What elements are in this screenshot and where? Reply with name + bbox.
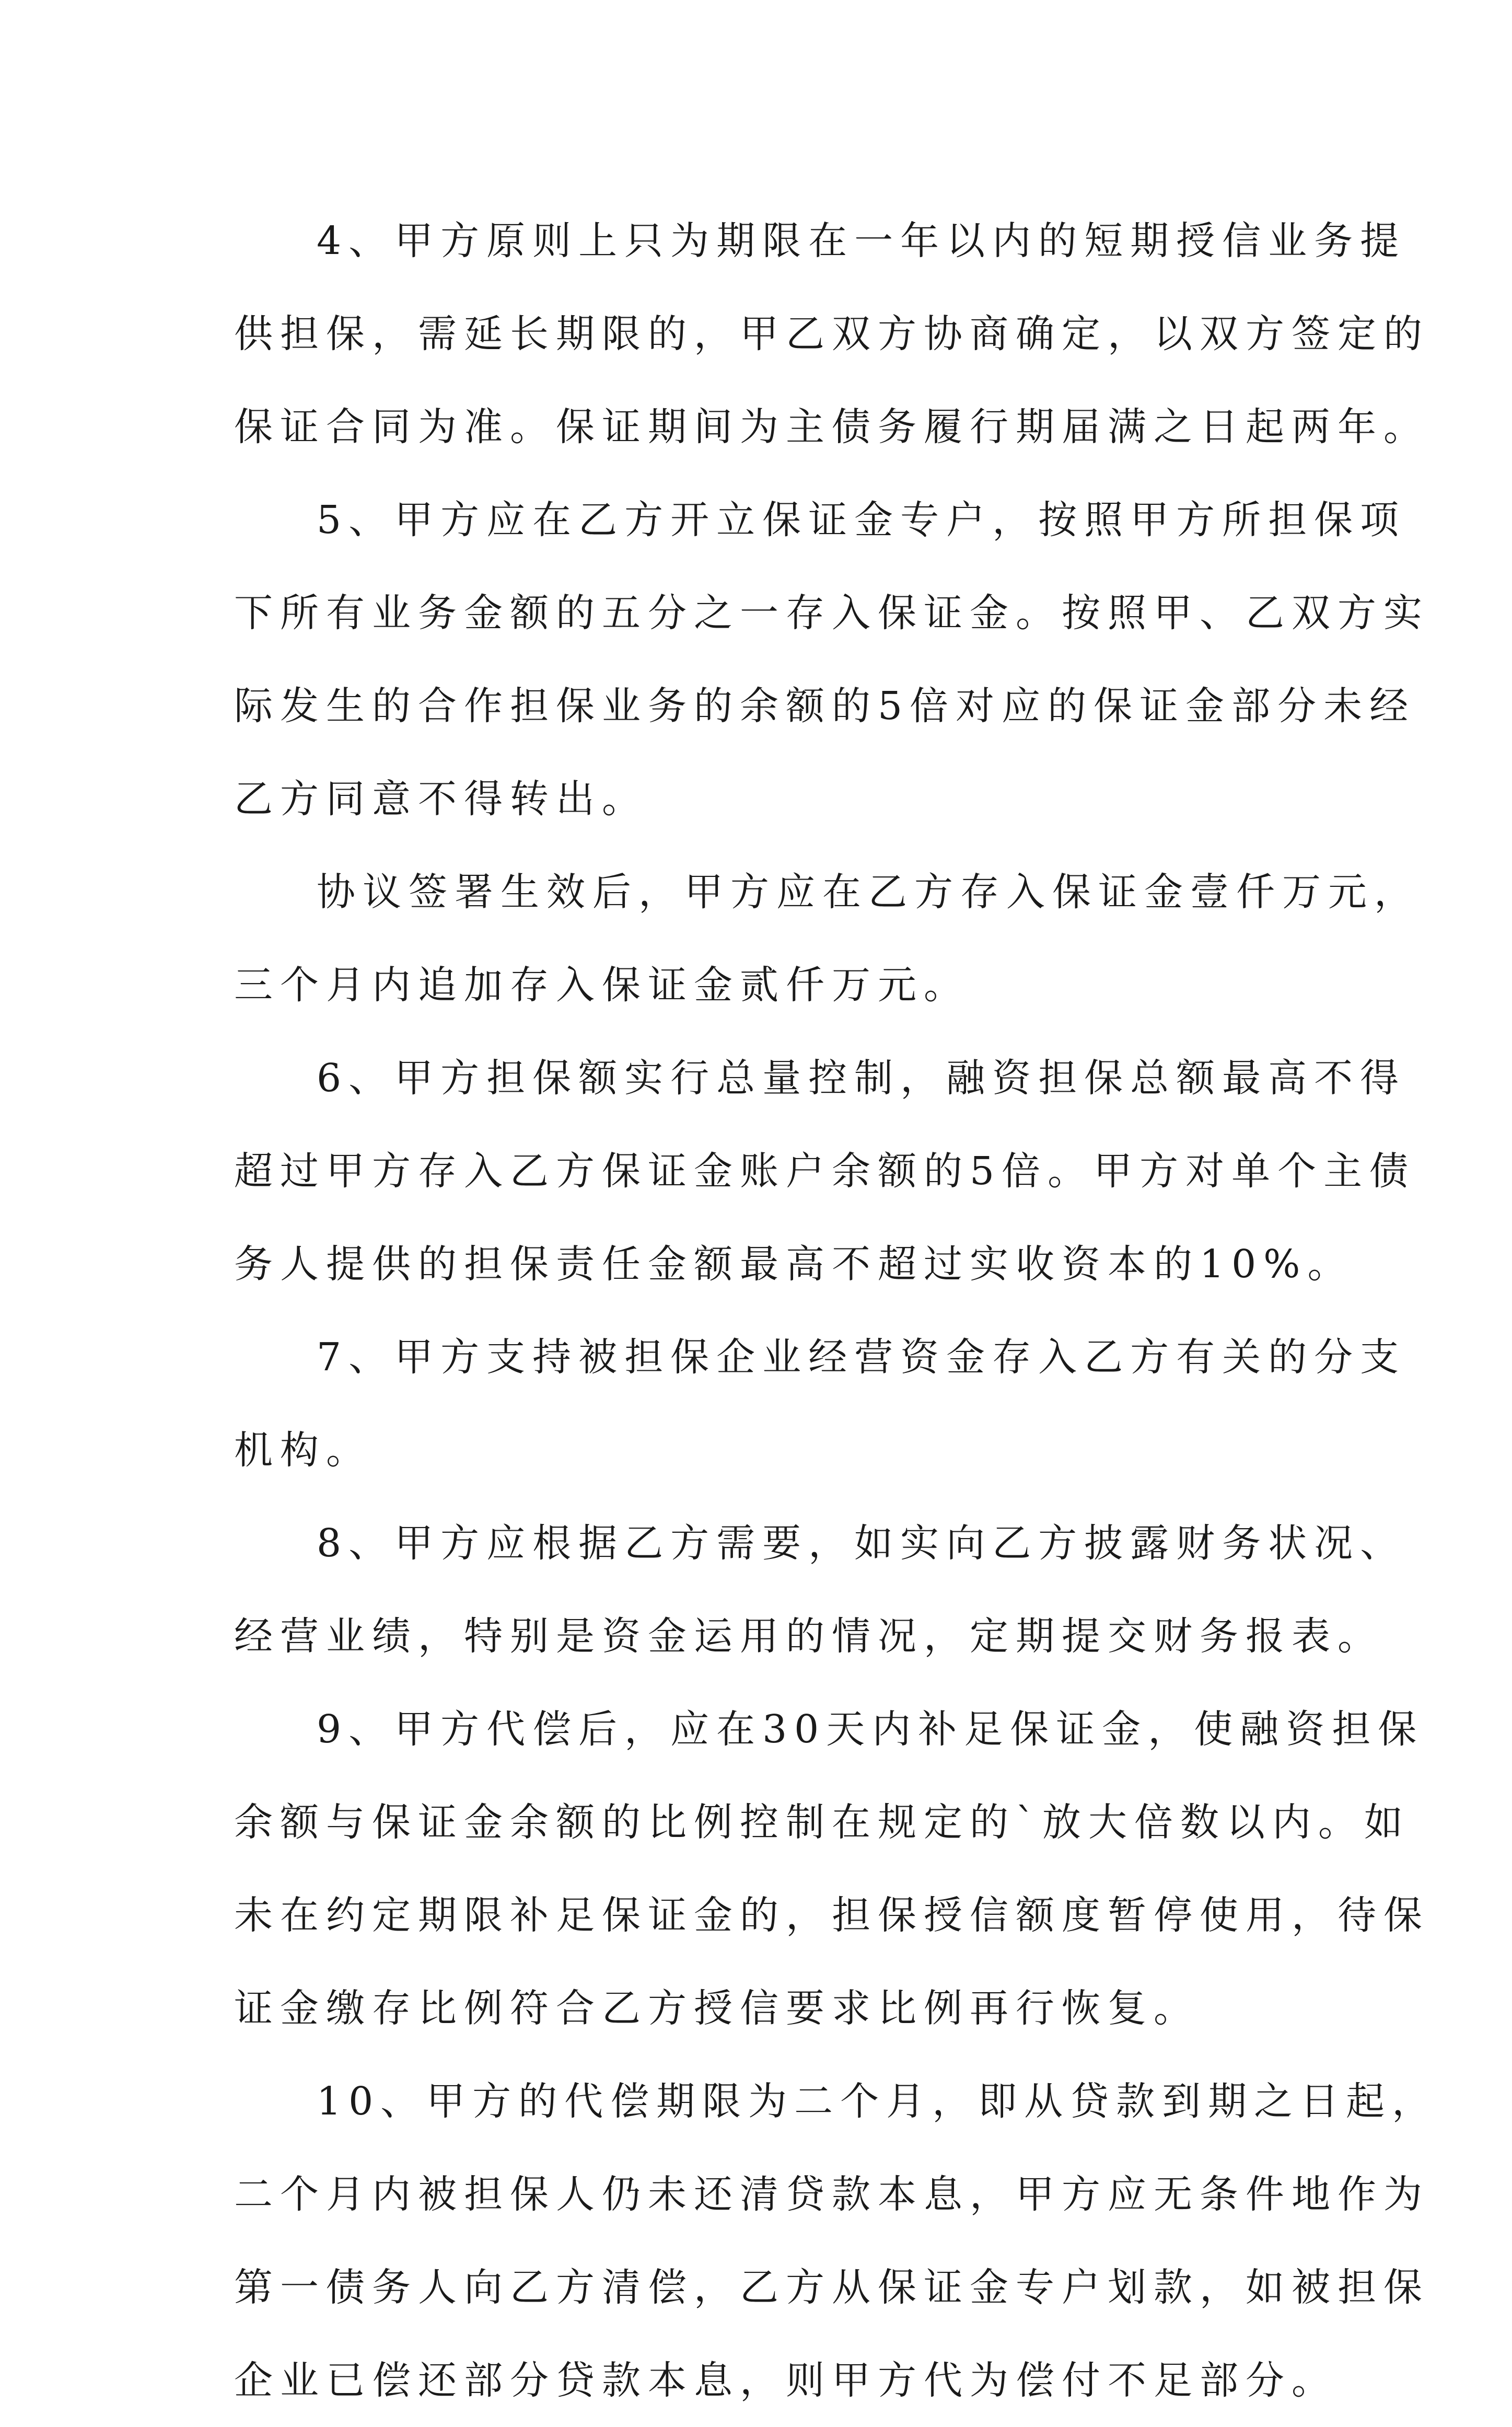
paragraph-8-line-1: 8、甲方应根据乙方需要，如实向乙方披露财务状况、 [317,1521,1406,1566]
paragraph-7-line-1: 7、甲方支持被担保企业经营资金存入乙方有关的分支 [317,1335,1406,1380]
paragraph-4-line-2: 供担保，需延长期限的，甲乙双方协商确定，以双方签定的 [234,311,1429,356]
paragraph-6-line-3: 务人提供的担保责任金额最高不超过实收资本的10%。 [234,1242,1354,1287]
paragraph-4-line-1: 4、甲方原则上只为期限在一年以内的短期授信业务提 [317,218,1406,263]
paragraph-5-line-4: 乙方同意不得转出。 [234,777,648,822]
paragraph-5-line-3: 际发生的合作担保业务的余额的5倍对应的保证金部分未经 [234,684,1416,729]
paragraph-10-line-1: 10、甲方的代偿期限为二个月，即从贷款到期之日起， [317,2079,1438,2124]
paragraph-9-line-1: 9、甲方代偿后，应在30天内补足保证金，使融资担保 [317,1707,1424,1752]
paragraph-deposit-line-2: 三个月内追加存入保证金贰仟万元。 [234,963,970,1008]
paragraph-9-line-3: 未在约定期限补足保证金的，担保授信额度暂停使用，待保 [234,1893,1429,1938]
paragraph-10-line-3: 第一债务人向乙方清偿，乙方从保证金专户划款，如被担保 [234,2265,1429,2310]
paragraph-10-line-2: 二个月内被担保人仍未还清贷款本息，甲方应无条件地作为 [234,2172,1429,2217]
paragraph-5-line-2: 下所有业务金额的五分之一存入保证金。按照甲、乙双方实 [234,591,1429,635]
paragraph-5-line-1: 5、甲方应在乙方开立保证金专户，按照甲方所担保项 [317,498,1406,542]
paragraph-9-line-4: 证金缴存比例符合乙方授信要求比例再行恢复。 [234,1986,1200,2031]
paragraph-8-line-2: 经营业绩，特别是资金运用的情况，定期提交财务报表。 [234,1614,1383,1659]
paragraph-6-line-2: 超过甲方存入乙方保证金账户余额的5倍。甲方对单个主债 [234,1149,1416,1194]
paragraph-10-line-4: 企业已偿还部分贷款本息，则甲方代为偿付不足部分。 [234,2358,1337,2403]
paragraph-deposit-line-1: 协议签署生效后，甲方应在乙方存入保证金壹仟万元， [317,870,1420,915]
paragraph-6-line-1: 6、甲方担保额实行总量控制，融资担保总额最高不得 [317,1056,1406,1101]
paragraph-9-line-2: 余额与保证金余额的比例控制在规定的`放大倍数以内。如 [234,1800,1410,1845]
paragraph-7-line-2: 机构。 [234,1428,372,1473]
document-body [234,194,1438,2427]
paragraph-4-line-3: 保证合同为准。保证期间为主债务履行期届满之日起两年。 [234,404,1429,449]
